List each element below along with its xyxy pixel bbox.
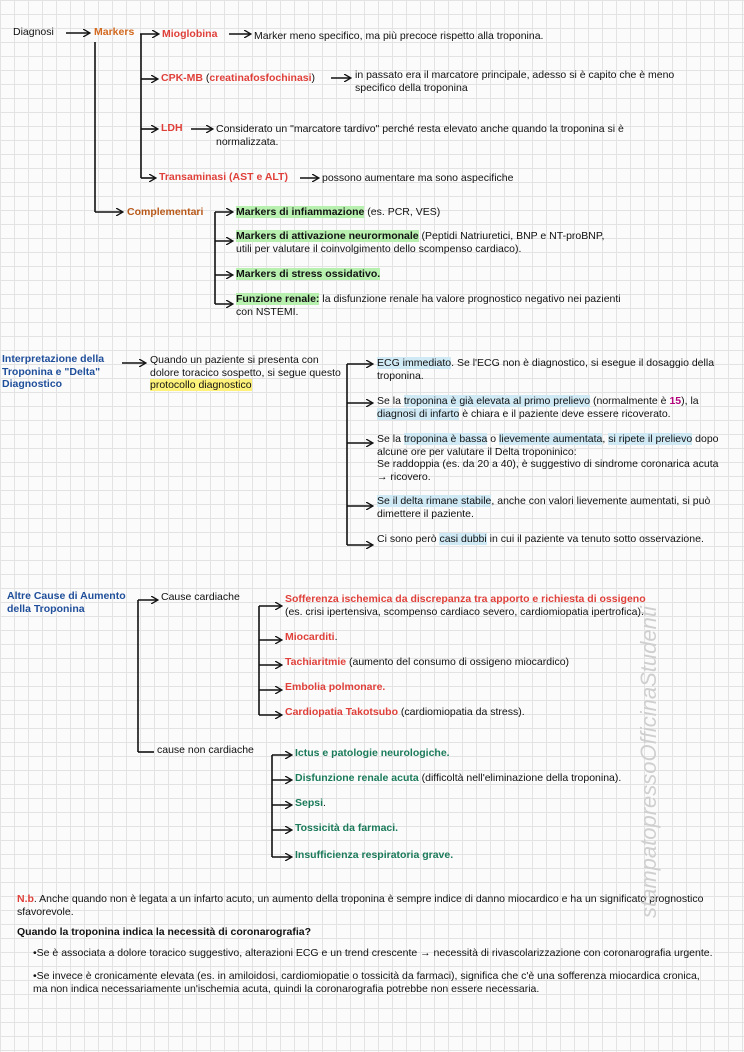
cause-embolia xyxy=(285,681,385,694)
node-complementari: Complementari xyxy=(127,206,204,218)
c3-text: (aumento del consumo di ossigeno miocardico) xyxy=(346,656,570,668)
comp4-text: la disfunzione renale ha valore prognostico negativo nei pazienti con NSTEMI. xyxy=(236,293,621,318)
section2-title: Interpretazione della Troponina e "Delta" Diagnostico xyxy=(2,353,105,390)
c4-bold: Embolia polmonare. xyxy=(285,681,386,693)
cause-respiratoria xyxy=(295,849,453,862)
bullet-2: •Se invece è cronicamente elevata (es. in amiloidosi, cardiomiopatie o tossicità da farmaci), significa che c'è una sofferenza miocardica cronica, ma non indica necessariamente un'ischemia acuta, quindi la coronarografia potrebbe non essere necessaria. xyxy=(33,970,700,995)
bullet-1: •Se è associata a dolore toracico suggestivo, alterazioni ECG e un trend crescente → necessità di rivascolarizzazione con coronarografia urgente. xyxy=(33,947,713,959)
p2-b: (normalmente è xyxy=(590,395,670,407)
p3-d: dopo alcune ore per valutare il Delta troponinico: xyxy=(377,433,719,458)
p2-hl2: diagnosi di infarto xyxy=(377,407,460,420)
p4-text: , anche con valori lievemente aumentati, si può dimettere il paziente. xyxy=(377,495,711,520)
p2-a: Se la xyxy=(377,395,404,407)
comp4-bold: Funzione renale: xyxy=(236,293,320,305)
cpk-full: creatinafosfochinasi xyxy=(209,72,312,84)
n1-bold: Ictus e patologie neurologiche. xyxy=(295,747,450,759)
cause-ictus xyxy=(295,747,450,760)
p1-text: . Se l'ECG non è diagnostico, si esegue il dosaggio della troponina. xyxy=(377,357,715,382)
p3-hl3: si ripete il prelievo xyxy=(608,433,693,445)
cause-sepsi xyxy=(295,797,326,810)
cause-tachiaritmie xyxy=(285,656,569,669)
section3-title: Altre Cause di Aumento della Troponina xyxy=(7,590,126,615)
comp1-bold: Markers di infiammazione xyxy=(236,206,365,218)
point-stabile xyxy=(377,495,727,520)
p1-hl: ECG immediato xyxy=(377,357,452,369)
node-markers: Markers xyxy=(94,26,135,38)
point-bassa xyxy=(377,433,729,483)
c2-text: . xyxy=(334,631,338,643)
ldh-desc: Considerato un "marcatore tardivo" perché resta elevato anche quando la troponina si è normalizzata. xyxy=(216,123,624,148)
cause-takotsubo xyxy=(285,706,525,719)
nb-text: . Anche quando non è legata a un infarto acuto, un aumento della troponina è sempre indice di danno miocardico e ha un significato prognostico sfavorevole. xyxy=(17,893,704,918)
section2-intro xyxy=(150,354,342,392)
comp1-text: (es. PCR, VES) xyxy=(364,206,441,218)
c3-bold: Tachiaritmie xyxy=(285,656,347,668)
n4-bold: Tossicità da farmaci. xyxy=(295,822,399,834)
comp2-text: (Peptidi Natriuretici, BNP e NT-proBNP, utili per valutare il coinvolgimento dello scompenso cardiaco). xyxy=(236,230,605,255)
point-dubbi xyxy=(377,533,707,546)
question-heading: Quando la troponina indica la necessità di coronarografia? xyxy=(17,926,312,938)
comp3-bold: Markers di stress ossidativo. xyxy=(236,268,381,280)
comp2-bold: Markers di attivazione neurormonale xyxy=(236,230,419,242)
node-cause-cardiache: Cause cardiache xyxy=(161,591,240,603)
c5-bold: Cardiopatia Takotsubo xyxy=(285,706,398,718)
p2-d: è chiara e il paziente deve essere ricoverato. xyxy=(459,407,671,420)
cause-farmaci xyxy=(295,822,398,835)
nb-label: N.b xyxy=(17,893,34,905)
p4-hl: Se il delta rimane stabile xyxy=(377,495,492,507)
p5-hl: casi dubbi xyxy=(439,533,487,545)
comp-infiammazione xyxy=(236,206,440,219)
p2-hl: troponina è già elevata al primo prelievo xyxy=(403,395,591,407)
point-ecg xyxy=(377,357,727,382)
cpk-paren-close: ) xyxy=(311,72,316,84)
p3-c: , xyxy=(602,433,609,445)
node-mioglobina: Mioglobina xyxy=(162,28,218,40)
n3-bold: Sepsi xyxy=(295,797,324,809)
comp-neurormonale xyxy=(236,230,616,255)
p2-c: ), la xyxy=(681,395,699,407)
root-diagnosi: Diagnosi xyxy=(13,26,54,38)
comp-stress xyxy=(236,268,380,281)
comp-renale xyxy=(236,293,636,318)
p3-hl: troponina è bassa xyxy=(403,433,488,445)
p5-a: Ci sono però xyxy=(377,533,440,545)
node-cpk-mb xyxy=(161,72,315,85)
n2-text: (difficoltà nell'eliminazione della troponina). xyxy=(418,772,622,784)
node-ldh: LDH xyxy=(161,122,183,134)
cpk-paren-open: ( xyxy=(205,72,210,84)
cpk-desc: in passato era il marcatore principale, adesso si è capito che è meno specifico della troponina xyxy=(355,69,675,94)
p3-b: o xyxy=(487,433,500,445)
n5-bold: Insufficienza respiratoria grave. xyxy=(295,849,454,861)
node-transaminasi: Transaminasi (AST e ALT) xyxy=(159,171,288,183)
cause-renale xyxy=(295,772,621,785)
p3-a: Se la xyxy=(377,433,404,445)
p2-num: 15 xyxy=(669,395,682,407)
p3-e: Se raddoppia (es. da 20 a 40), è suggestivo di sindrome coronarica acuta → ricovero. xyxy=(377,458,719,483)
p3-hl2: lievemente aumentata xyxy=(499,433,603,445)
intro-highlight: protocollo diagnostico xyxy=(150,379,252,391)
n3-text: . xyxy=(323,797,326,809)
p5-b: in cui il paziente va tenuto sotto osservazione. xyxy=(486,533,704,545)
point-elevata xyxy=(377,395,727,420)
nb-note xyxy=(17,893,717,918)
c5-text: (cardiomiopatia da stress). xyxy=(397,706,525,718)
c2-bold: Miocarditi xyxy=(285,631,335,643)
node-cause-non-cardiache: cause non cardiache xyxy=(157,744,254,756)
transaminasi-desc: possono aumentare ma sono aspecifiche xyxy=(322,172,514,184)
cpk-label: CPK-MB xyxy=(161,72,203,84)
c1-bold: Sofferenza ischemica da discrepanza tra apporto e richiesta di ossigeno xyxy=(285,593,646,605)
c1-text: (es. crisi ipertensiva, scompenso cardiaco severo, cardiomiopatia ipertrofica). xyxy=(285,605,644,618)
mioglobina-desc: Marker meno specifico, ma più precoce rispetto alla troponina. xyxy=(254,30,544,42)
cause-miocarditi xyxy=(285,631,338,644)
intro-text: Quando un paziente si presenta con dolore toracico sospetto, si segue questo xyxy=(150,354,341,379)
n2-bold: Disfunzione renale acuta xyxy=(295,772,419,784)
watermark: stampatopressoOfficinaStudenti xyxy=(636,606,661,918)
